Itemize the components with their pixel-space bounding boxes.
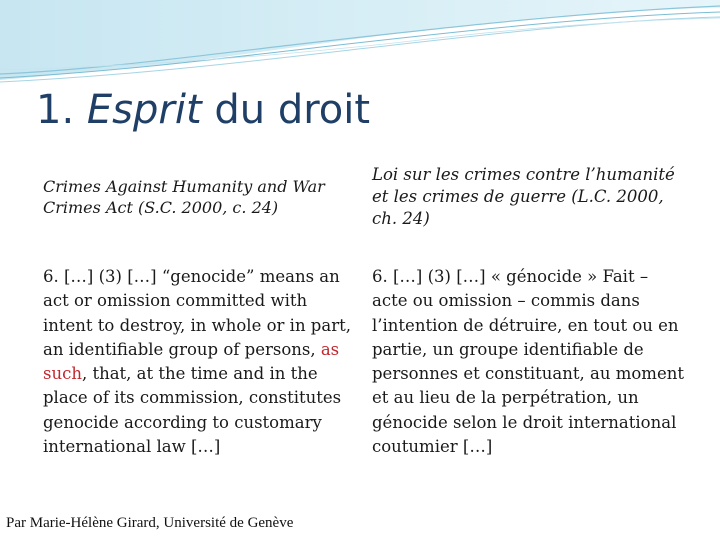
decorative-wave-banner bbox=[0, 0, 720, 100]
french-definition: 6. […] (3) […] « génocide » Fait – acte ou omission – commis dans l’intention de détruire, en tout ou en partie, un groupe identifiable de personnes et constituant, au moment et au lieu de la perpétration, un génocide selon le droit international coutumier […] bbox=[372, 267, 684, 457]
english-text-before: 6. […] (3) […] “genocide” means an act or omission committed with intent to destroy, in whole or in part, an identifiable group of persons, bbox=[43, 267, 351, 359]
english-text-after: , that, at the time and in the place of its commission, constitutes genocide according to customary international law […] bbox=[43, 364, 342, 457]
title-rest: du droit bbox=[214, 87, 371, 133]
english-act-heading: Crimes Against Humanity and War Crimes Act (S.C. 2000, c. 24) bbox=[43, 177, 325, 217]
title-number: 1. bbox=[36, 87, 75, 133]
french-act-heading: Loi sur les crimes contre l’humanité et les crimes de guerre (L.C. 2000, ch. 24) bbox=[372, 165, 675, 228]
footer-credit: Par Marie-Hélène Girard, Université de Genève bbox=[6, 515, 294, 531]
english-highlight: as such bbox=[43, 339, 340, 384]
slide-title bbox=[36, 88, 370, 132]
english-definition bbox=[43, 265, 355, 459]
title-italic-word: Esprit bbox=[86, 87, 202, 133]
